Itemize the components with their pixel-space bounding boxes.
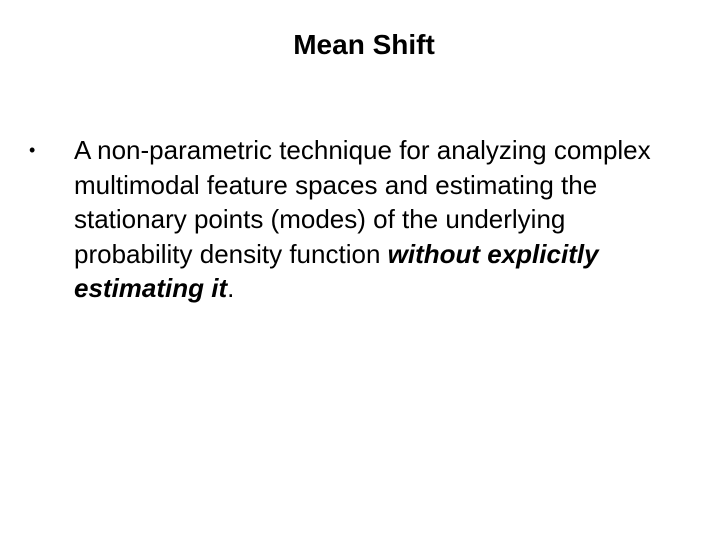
slide-title: Mean Shift	[293, 29, 435, 60]
bullet-trailing: .	[227, 273, 235, 303]
bullet-list	[28, 133, 688, 306]
bullet-text: A non-parametric technique for analyzing complex multimodal feature spaces and estimating the stationary points (modes) of the underlying probability density function	[74, 135, 651, 269]
bullet-item	[28, 133, 688, 306]
bullet-marker: •	[29, 140, 36, 160]
bullet-emphasis: without explicitly estimating it	[74, 238, 599, 303]
